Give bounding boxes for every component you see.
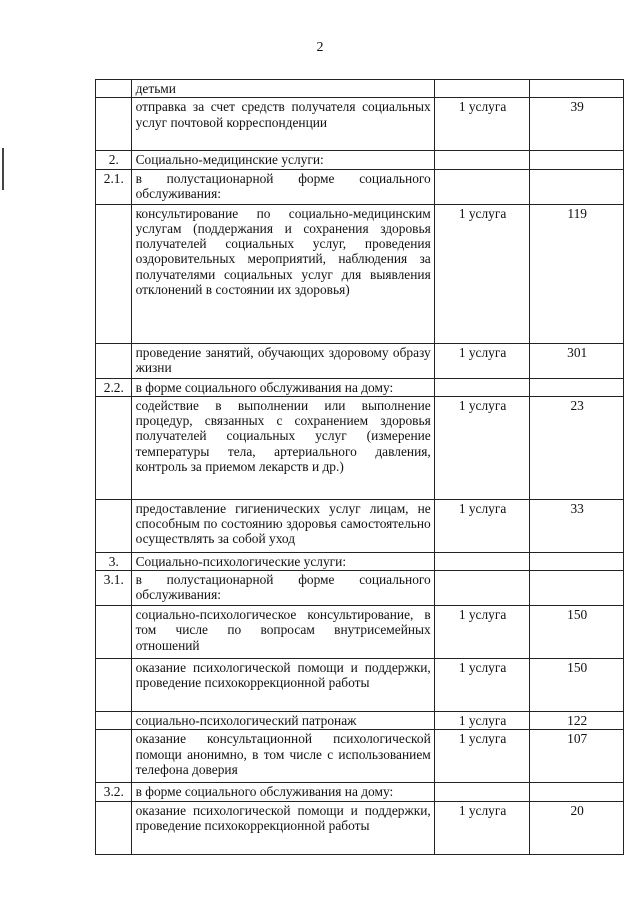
- service-name: детьми: [131, 80, 434, 98]
- section-title: Социально-психологические услуги:: [131, 552, 434, 570]
- price-cell: 23: [530, 396, 624, 499]
- service-name: оказание психологической помощи и поддержки, проведение психокоррекционной работы: [131, 801, 434, 854]
- price-cell: 301: [530, 343, 624, 378]
- unit-cell: 1 услуга: [434, 499, 530, 552]
- row-number: [96, 606, 132, 659]
- service-name: социально-психологический патронаж: [131, 712, 434, 730]
- subsection-title: в форме социального обслуживания на дому:: [131, 783, 434, 801]
- unit-cell: 1 услуга: [434, 801, 530, 854]
- subsection-title: в полустационарной форме социального обслуживания:: [131, 169, 434, 204]
- margin-mark: [2, 148, 4, 190]
- table-row: [96, 396, 624, 499]
- row-number: [96, 499, 132, 552]
- table-row: [96, 204, 624, 343]
- row-number: [96, 659, 132, 712]
- row-number: [96, 343, 132, 378]
- service-name: оказание психологической помощи и поддержки, проведение психокоррекционной работы: [131, 659, 434, 712]
- price-cell: [530, 571, 624, 606]
- row-number: [96, 204, 132, 343]
- row-number: [96, 801, 132, 854]
- table-row: [96, 552, 624, 570]
- unit-cell: 1 услуга: [434, 396, 530, 499]
- unit-cell: [434, 571, 530, 606]
- price-cell: 107: [530, 730, 624, 783]
- subsection-title: в полустационарной форме социального обслуживания:: [131, 571, 434, 606]
- table-row: [96, 801, 624, 854]
- unit-cell: 1 услуга: [434, 204, 530, 343]
- service-name: отправка за счет средств получателя социальных услуг почтовой корреспонденции: [131, 98, 434, 151]
- table-row: [96, 606, 624, 659]
- unit-cell: 1 услуга: [434, 730, 530, 783]
- table-row: [96, 712, 624, 730]
- unit-cell: 1 услуга: [434, 606, 530, 659]
- table-row: [96, 659, 624, 712]
- table-row: [96, 343, 624, 378]
- price-cell: 150: [530, 659, 624, 712]
- price-cell: [530, 151, 624, 169]
- service-name: предоставление гигиенических услуг лицам, не способным по состоянию здоровья самостоятельно осуществлять за собой уход: [131, 499, 434, 552]
- service-name: консультирование по социально-медицинским услугам (поддержания и сохранения здоровья получателей социальных услуг, проведения оздоровительных мероприятий, наблюдения за получателями социальных услуг для выявления отклонений в состоянии их здоровья): [131, 204, 434, 343]
- subsection-number: 2.2.: [96, 378, 132, 396]
- service-name: проведение занятий, обучающих здоровому образу жизни: [131, 343, 434, 378]
- price-cell: 122: [530, 712, 624, 730]
- service-name: содействие в выполнении или выполнение процедур, связанных с сохранением здоровья получателей социальных услуг (измерение температуры тела, артериального давления, контроль за приемом лекарств и др.): [131, 396, 434, 499]
- price-cell: 150: [530, 606, 624, 659]
- price-cell: [530, 169, 624, 204]
- unit-cell: [434, 151, 530, 169]
- subsection-number: 3.1.: [96, 571, 132, 606]
- section-title: Социально-медицинские услуги:: [131, 151, 434, 169]
- unit-cell: [434, 80, 530, 98]
- unit-cell: 1 услуга: [434, 659, 530, 712]
- table-row: [96, 783, 624, 801]
- price-cell: [530, 783, 624, 801]
- subsection-number: 3.2.: [96, 783, 132, 801]
- row-number: [96, 98, 132, 151]
- table-row: [96, 80, 624, 98]
- service-name: оказание консультационной психологической помощи анонимно, в том числе с использованием телефона доверия: [131, 730, 434, 783]
- row-number: [96, 730, 132, 783]
- unit-cell: [434, 552, 530, 570]
- unit-cell: 1 услуга: [434, 712, 530, 730]
- row-number: [96, 712, 132, 730]
- table-row: [96, 98, 624, 151]
- unit-cell: [434, 169, 530, 204]
- price-cell: 119: [530, 204, 624, 343]
- unit-cell: 1 услуга: [434, 98, 530, 151]
- table-row: [96, 730, 624, 783]
- table-row: [96, 151, 624, 169]
- services-price-table: [95, 79, 624, 855]
- row-number: [96, 396, 132, 499]
- price-cell: [530, 80, 624, 98]
- page-number: 2: [316, 40, 324, 55]
- price-cell: 39: [530, 98, 624, 151]
- price-cell: 20: [530, 801, 624, 854]
- price-cell: [530, 552, 624, 570]
- unit-cell: [434, 378, 530, 396]
- price-cell: [530, 378, 624, 396]
- section-number: 3.: [96, 552, 132, 570]
- table-row: [96, 378, 624, 396]
- table-row: [96, 169, 624, 204]
- table-row: [96, 571, 624, 606]
- subsection-title: в форме социального обслуживания на дому:: [131, 378, 434, 396]
- service-name: социально-психологическое консультирование, в том числе по вопросам внутрисемейных отношений: [131, 606, 434, 659]
- subsection-number: 2.1.: [96, 169, 132, 204]
- section-number: 2.: [96, 151, 132, 169]
- row-number: [96, 80, 132, 98]
- price-cell: 33: [530, 499, 624, 552]
- unit-cell: 1 услуга: [434, 343, 530, 378]
- table-row: [96, 499, 624, 552]
- unit-cell: [434, 783, 530, 801]
